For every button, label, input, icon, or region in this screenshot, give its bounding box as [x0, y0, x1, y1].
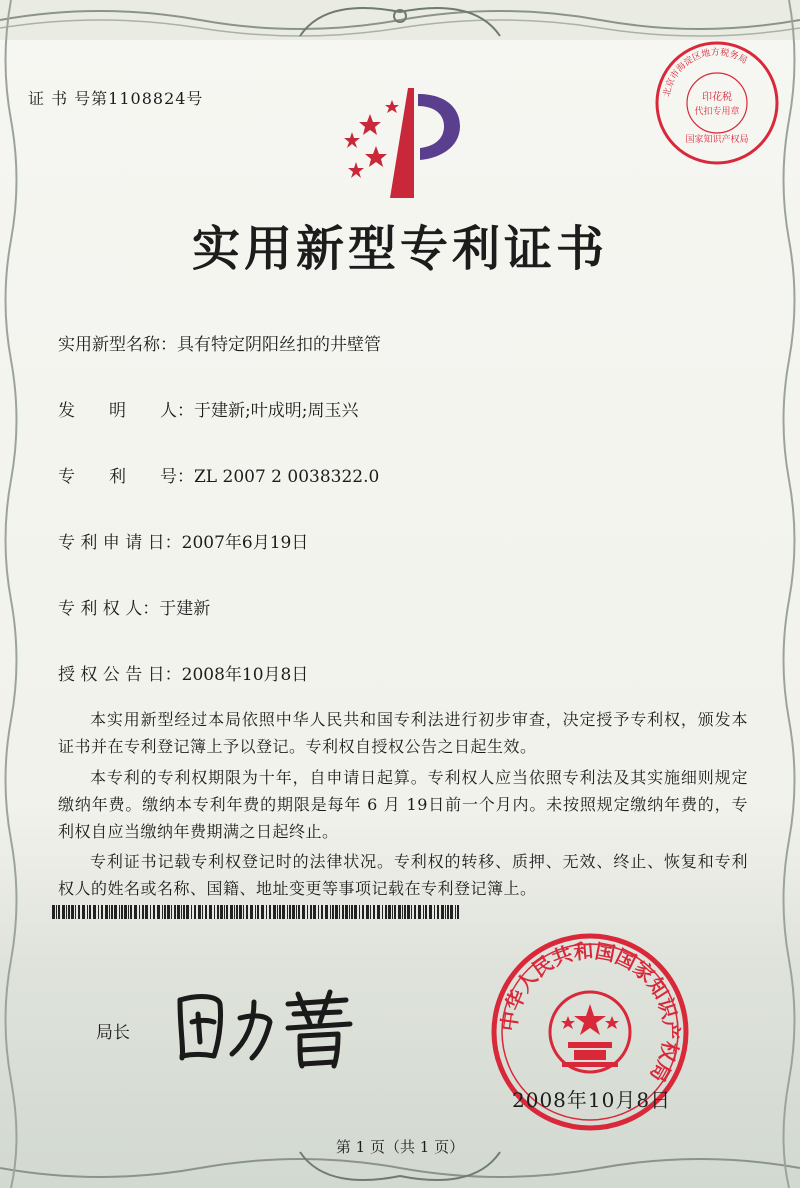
field-label: 实用新型名称： [58, 335, 177, 355]
field-value: 2008年10月8日 [181, 665, 309, 685]
left-ornament [0, 0, 22, 1188]
field-patent-number [58, 462, 379, 487]
field-utility-model-name [58, 330, 381, 355]
certificate-title: 实用新型专利证书 [191, 221, 608, 277]
tax-seal-center-line2: 代扣专用章 [694, 107, 740, 117]
top-ornament [0, 0, 800, 40]
paragraph-legal-status: 专利证书记载专利权登记时的法律状况。专利权的转移、质押、无效、终止、恢复和专利权人的姓名或名称、国籍、地址变更等事项记载在专利登记簿上。 [58, 852, 748, 898]
field-inventor [58, 396, 358, 421]
field-value: ZL 2007 2 0038322.0 [194, 467, 380, 487]
tax-seal-bottom-text: 国家知识产权局 [685, 135, 749, 145]
field-label: 发 明 人： [58, 401, 194, 421]
tax-seal [652, 38, 782, 168]
svg-text:北京市海淀区地方税务局 [660, 46, 749, 98]
paragraph-examination: 本实用新型经过本局依照中华人民共和国专利法进行初步审查，决定授予专利权，颁发本证书并在专利登记簿上予以登记。专利权自授权公告之日起生效。 [58, 710, 748, 756]
right-ornament [778, 0, 800, 1188]
field-grant-date [58, 660, 308, 685]
field-value: 2007年6月19日 [181, 533, 309, 553]
tax-seal-ring-text: 北京市海淀区地方税务局 [662, 47, 749, 98]
field-label: 专 利 号： [58, 467, 194, 487]
field-label: 专 利 权 人： [58, 599, 160, 619]
barcode [52, 905, 462, 919]
field-application-date [58, 528, 308, 553]
page-number: 第 1 页（共 1 页） [335, 1138, 465, 1156]
tax-seal-center-line1: 印花税 [702, 92, 732, 103]
paragraph-term: 本专利的专利权期限为十年，自申请日起算。专利权人应当依照专利法及其实施细则规定缴纳年费。缴纳本专利年费的期限是每年 6 月 19日前一个月内。未按照规定缴纳年费的，专利权自应当缴纳年费期满之日起终止。 [58, 768, 748, 841]
director-label: 局长 [96, 1023, 130, 1043]
big-seal-ring-text: 中华人民共和国国家知识产权局 [496, 938, 684, 1087]
field-label: 专 利 申 请 日： [58, 533, 182, 553]
field-value: 具有特定阴阳丝扣的井壁管 [177, 335, 381, 355]
field-value: 于建新 [159, 599, 211, 619]
director-signature [170, 980, 360, 1070]
seal-date: 2008年10月8日 [512, 1088, 672, 1112]
field-label: 授 权 公 告 日： [58, 665, 182, 685]
field-value: 于建新;叶成明;周玉兴 [194, 401, 359, 421]
patent-office-logo [330, 86, 470, 198]
certificate-number: 证 书 号第1108824号 [28, 89, 204, 108]
field-patentee [58, 594, 210, 619]
